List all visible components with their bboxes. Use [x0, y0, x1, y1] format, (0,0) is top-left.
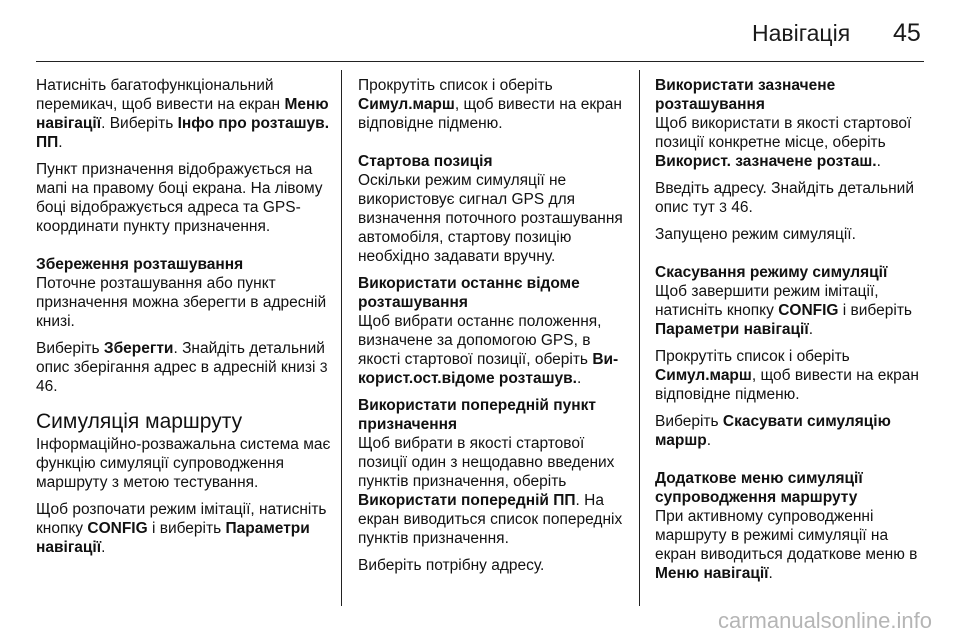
menu-term: Меню навігації: [36, 96, 329, 132]
paragraph: При активному супроводженні маршруту в режимі симуляції на екран виводиться додаткове меню в Меню навігації.: [655, 508, 918, 582]
menu-term: Використ. зазначене розташ.: [655, 153, 877, 170]
column-1: [36, 76, 336, 565]
section-heading: Використати попередній пункт призначення: [358, 397, 596, 433]
paragraph: Виберіть потрібну адресу.: [358, 557, 545, 574]
menu-term: Параметри навігації: [655, 321, 809, 338]
paragraph: Інформаційно-розважальна система має функцію симуляції супроводження маршруту з метою тестування.: [36, 436, 331, 491]
paragraph: Щоб використати в якості стартової позиції конкретне місце, оберіть Використ. зазначене розташ..: [655, 115, 912, 170]
menu-term: Меню навігації: [655, 565, 769, 582]
button-name: CONFIG: [778, 302, 839, 319]
paragraph: Прокрутіть список і оберіть Симул.марш, щоб вивести на екран відповідне підменю.: [655, 348, 919, 403]
section-heading: Використати останнє відоме розташування: [358, 275, 580, 311]
menu-term: Симул.марш: [655, 367, 752, 384]
menu-term: Симул.марш: [358, 96, 455, 113]
column-divider-1: [341, 70, 342, 606]
page-ref-icon: 3: [319, 359, 328, 375]
page-ref-icon: 3: [719, 199, 727, 215]
paragraph: Щоб вибрати останнє положення, визначене за допомогою GPS, в якості стартової позиції, оберіть Ви-корист.ост.відоме розташув..: [358, 313, 619, 387]
paragraph: Оскільки режим симуляції не використовує сигнал GPS для визначення поточного розташування автомобіля, стартову позицію необхідно задавати вручну.: [358, 172, 623, 265]
watermark: carmanualsonline.info: [717, 608, 932, 633]
section-heading: Скасування режиму симуляції: [655, 264, 888, 281]
paragraph: Натисніть багатофункціональний перемикач, щоб вивести на екран Меню навігації. Виберіть Інфо про розташув. ПП.: [36, 77, 330, 151]
header-rule: [36, 61, 924, 62]
paragraph: Прокрутіть список і оберіть Симул.марш, щоб вивести на екран відповідне підменю.: [358, 77, 622, 132]
menu-term: Ви-корист.ост.відоме розташув.: [358, 351, 619, 387]
menu-term: Параметри навігації: [36, 520, 310, 556]
page-header-title: Навігація: [752, 20, 851, 46]
page-number: 45: [893, 19, 921, 47]
paragraph: Щоб завершити режим імітації, натисніть кнопку CONFIG і виберіть Параметри навігації.: [655, 283, 912, 338]
section-heading: Стартова позиція: [358, 153, 493, 170]
menu-term: Інфо про розташув. ПП: [36, 115, 330, 151]
paragraph: Виберіть Зберегти. Знайдіть детальний опис зберігання адрес в адресній книзі 3 46.: [36, 340, 328, 395]
column-2: [358, 76, 633, 583]
column-3: [655, 76, 930, 591]
section-heading: Використати зазначене розташування: [655, 77, 836, 113]
paragraph: Виберіть Скасувати симуляцію маршр.: [655, 413, 891, 449]
menu-term: Використати попередній ПП: [358, 492, 576, 509]
paragraph: Поточне розташування або пункт призначення можна зберегти в адресній книзі.: [36, 275, 327, 330]
paragraph: Пункт призначення відображується на мапі на правому боці екрана. На лівому боці відображується адреса та GPS-координати пункту призначення.: [36, 161, 323, 235]
paragraph: Щоб розпочати режим імітації, натисніть кнопку CONFIG і виберіть Параметри навігації.: [36, 501, 327, 556]
paragraph: Запущено режим симуляції.: [655, 226, 856, 243]
column-divider-2: [639, 70, 640, 606]
paragraph: Щоб вибрати в якості стартової позиції один з нещодавно введених пунктів призначення, оберіть Використати попередній ПП. На екран виводиться список попередніх пунктів призначення.: [358, 435, 623, 547]
menu-term: Зберегти: [103, 340, 174, 357]
section-heading: Збереження розташування: [36, 256, 244, 273]
menu-term: Скасувати симуляцію маршр: [655, 413, 891, 449]
button-name: CONFIG: [87, 520, 148, 537]
paragraph: Введіть адресу. Знайдіть детальний опис тут 3 46.: [655, 180, 914, 216]
section-heading: Додаткове меню симуляції супроводження маршруту: [655, 470, 863, 506]
chapter-heading: Симуляція маршруту: [36, 410, 243, 433]
